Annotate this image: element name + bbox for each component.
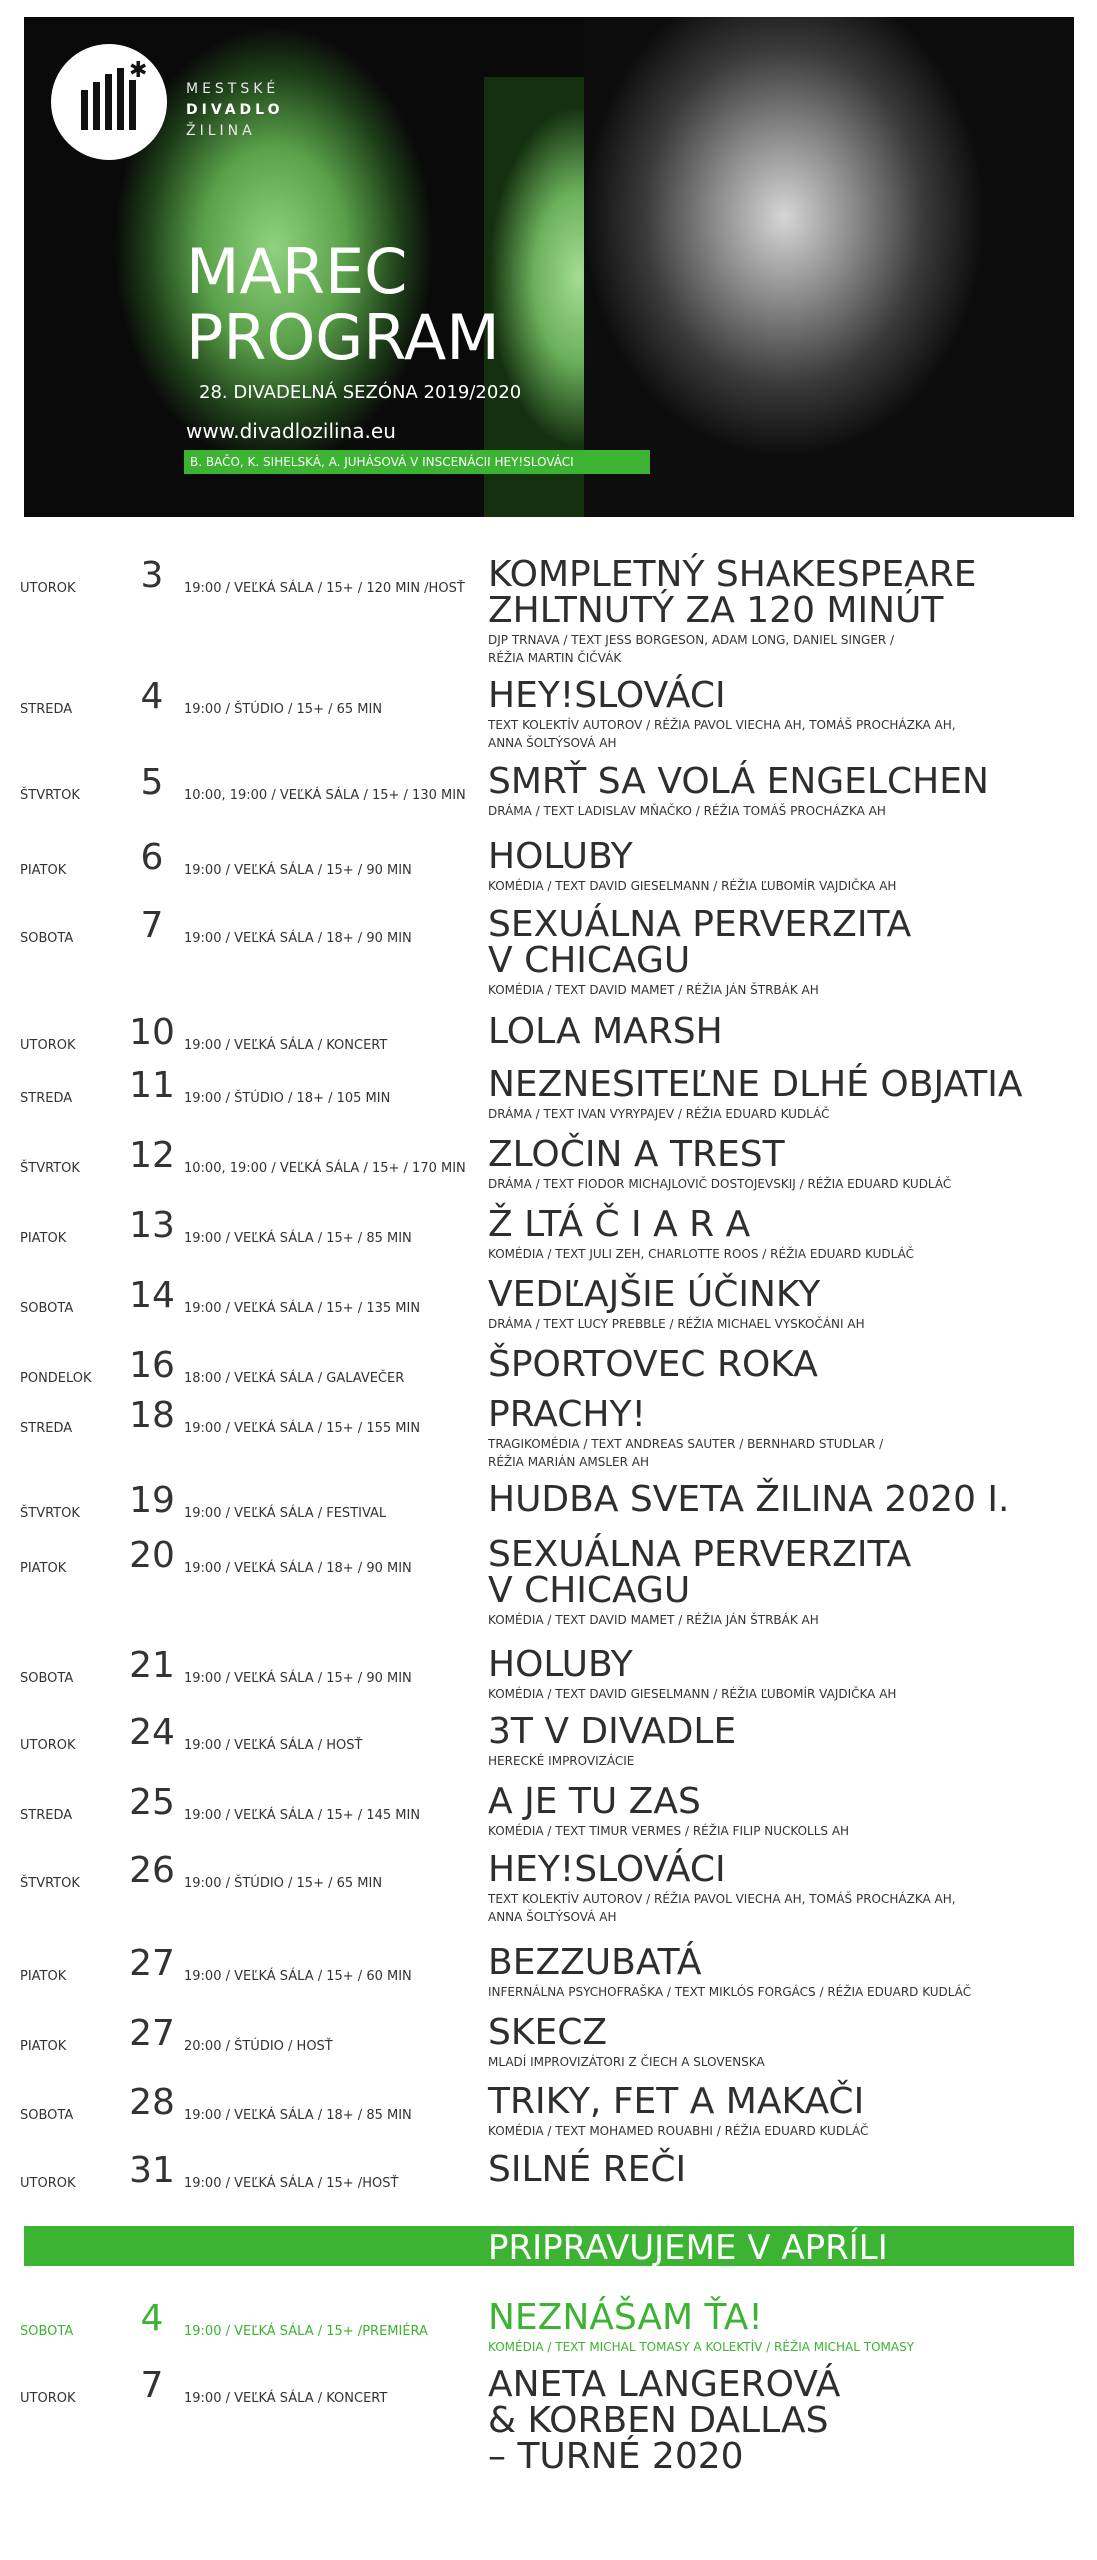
performance-title[interactable]: TRIKY, FET A MAKAČI [488,2081,865,2122]
date-number: 12 [129,1135,175,1176]
performance-info: 19:00 / VEĽKÁ SÁLA / 15+ / 145 MIN [184,1808,421,1823]
date-number: 6 [140,837,164,878]
performance-credits: KOMÉDIA / TEXT DAVID GIESELMANN / RÉŽIA ĽUBOMÍR VAJDIČKA AH [488,879,897,893]
performance-credits: DRÁMA / TEXT IVAN VYRYPAJEV / RÉŽIA EDUARD KUDLÁČ [488,1107,830,1121]
performance-info: 19:00 / VEĽKÁ SÁLA / 15+ / 60 MIN [184,1969,412,1984]
date-number: 11 [129,1065,175,1106]
performance-credits: TEXT KOLEKTÍV AUTOROV / RÉŽIA PAVOL VIECHA AH, TOMÁŠ PROCHÁZKA AH, [488,1892,956,1906]
performance-credits: DJP TRNAVA / TEXT JESS BORGESON, ADAM LONG, DANIEL SINGER / [488,633,895,647]
performance-title[interactable]: 3T V DIVADLE [488,1711,737,1752]
date-number: 16 [129,1345,175,1386]
weekday-label: STREDA [20,1421,73,1436]
performance-credits: ANNA ŠOLTÝSOVÁ AH [488,736,617,750]
performance-title[interactable]: V CHICAGU [488,1570,691,1611]
performance-credits: TEXT KOLEKTÍV AUTOROV / RÉŽIA PAVOL VIECHA AH, TOMÁŠ PROCHÁZKA AH, [488,718,956,732]
performance-info: 19:00 / VEĽKÁ SÁLA / 15+ / 90 MIN [184,863,412,878]
performance-info: 19:00 / VEĽKÁ SÁLA / 15+ /PREMIÉRA [184,2324,428,2339]
season-label: 28. DIVADELNÁ SEZÓNA 2019/2020 [199,382,522,403]
date-number: 25 [129,1782,175,1823]
performance-info: 10:00, 19:00 / VEĽKÁ SÁLA / 15+ / 170 MIN [184,1161,466,1176]
performance-credits: KOMÉDIA / TEXT MOHAMED ROUABHI / RÉŽIA EDUARD KUDLÁČ [488,2124,869,2138]
performance-title[interactable]: LOLA MARSH [488,1011,723,1052]
performance-title[interactable]: HOLUBY [488,1644,633,1685]
performance-credits: DRÁMA / TEXT LUCY PREBBLE / RÉŽIA MICHAEL VYSKOČÁNI AH [488,1317,865,1331]
theatre-logo [51,44,167,160]
date-number: 28 [129,2082,175,2123]
date-number: 10 [129,1012,175,1053]
weekday-label: UTOROK [20,2391,76,2406]
performance-title[interactable]: SMRŤ SA VOLÁ ENGELCHEN [488,761,989,802]
performance-credits: RÉŽIA MARTIN ČIČVÁK [488,651,622,665]
date-number: 21 [129,1645,175,1686]
date-number: 31 [129,2150,175,2191]
performance-credits: KOMÉDIA / TEXT DAVID GIESELMANN / RÉŽIA ĽUBOMÍR VAJDIČKA AH [488,1687,897,1701]
weekday-label: UTOROK [20,2176,76,2191]
asterisk-icon: ✱ [129,58,148,83]
performance-info: 19:00 / ŠTÚDIO / 15+ / 65 MIN [184,1876,383,1891]
performance-info: 10:00, 19:00 / VEĽKÁ SÁLA / 15+ / 130 MIN [184,788,466,803]
performance-title[interactable]: – TURNÉ 2020 [488,2436,744,2477]
weekday-label: UTOROK [20,581,76,596]
performance-credits: KOMÉDIA / TEXT TIMUR VERMES / RÉŽIA FILIP NUCKOLLS AH [488,1824,850,1838]
performance-info: 19:00 / VEĽKÁ SÁLA / HOSŤ [184,1738,363,1753]
performance-title[interactable]: A JE TU ZAS [488,1781,701,1822]
organization-name: MESTSKÉ DIVADLO ŽILINA [186,81,284,139]
date-number: 3 [140,555,164,596]
performance-title[interactable]: ZHLTNUTÝ ZA 120 MINÚT [488,590,944,631]
performance-title[interactable]: SEXUÁLNA PERVERZITA [488,1534,912,1575]
weekday-label: ŠTVRTOK [20,1876,80,1891]
weekday-label: UTOROK [20,1038,76,1053]
date-number: 14 [129,1275,175,1316]
weekday-label: SOBOTA [20,1671,74,1686]
performance-title[interactable]: NEZNESITEĽNE DLHÉ OBJATIA [488,1064,1023,1105]
performance-title[interactable]: ŠPORTOVEC ROKA [488,1344,818,1385]
performance-credits: ANNA ŠOLTÝSOVÁ AH [488,1910,617,1924]
performance-info: 19:00 / VEĽKÁ SÁLA / KONCERT [184,1038,388,1053]
performance-credits: DRÁMA / TEXT FIODOR MICHAJLOVIČ DOSTOJEVSKIJ / RÉŽIA EDUARD KUDLÁČ [488,1177,952,1191]
performance-credits: MLADÍ IMPROVIZÁTORI Z ČIECH A SLOVENSKA [488,2055,765,2069]
actor-photo-right [584,17,1074,517]
performance-info: 19:00 / ŠTÚDIO / 15+ / 65 MIN [184,702,383,717]
poster-header [24,17,1074,517]
date-number: 27 [129,2013,175,2054]
weekday-label: PONDELOK [20,1371,92,1386]
weekday-label: ŠTVRTOK [20,1506,80,1521]
performance-info: 19:00 / VEĽKÁ SÁLA / 15+ / 120 MIN /HOSŤ [184,581,465,596]
weekday-label: SOBOTA [20,2108,74,2123]
performance-info: 19:00 / ŠTÚDIO / 18+ / 105 MIN [184,1091,391,1106]
date-number: 19 [129,1480,175,1521]
performance-title[interactable]: ANETA LANGEROVÁ [488,2364,841,2405]
date-number: 27 [129,1943,175,1984]
weekday-label: SOBOTA [20,931,74,946]
performance-title[interactable]: NEZNÁŠAM ŤA! [488,2297,763,2338]
performance-credits: KOMÉDIA / TEXT DAVID MAMET / RÉŽIA JÁN ŠTRBÁK AH [488,1613,819,1627]
performance-credits: KOMÉDIA / TEXT JULI ZEH, CHARLOTTE ROOS / RÉŽIA EDUARD KUDLÁČ [488,1247,914,1261]
poster-title: MAREC PROGRAM [186,235,500,374]
performance-title[interactable]: HOLUBY [488,836,633,877]
performance-info: 19:00 / VEĽKÁ SÁLA / 18+ / 90 MIN [184,1561,412,1576]
date-number: 18 [129,1395,175,1436]
performance-title[interactable]: HEY!SLOVÁCI [488,1849,726,1890]
performance-title[interactable]: BEZZUBATÁ [488,1942,702,1983]
performance-title[interactable]: V CHICAGU [488,940,691,981]
performance-info: 19:00 / VEĽKÁ SÁLA / 18+ / 90 MIN [184,931,412,946]
performance-credits: HERECKÉ IMPROVIZÁCIE [488,1754,635,1768]
performance-title[interactable]: SEXUÁLNA PERVERZITA [488,904,912,945]
date-number: 5 [140,762,164,803]
website-link[interactable]: www.divadlozilina.eu [186,419,396,443]
performance-info: 18:00 / VEĽKÁ SÁLA / GALAVEČER [184,1371,405,1386]
weekday-label: PIATOK [20,1969,67,1984]
performance-title[interactable]: Ž LTÁ Č I A R A [488,1204,751,1245]
weekday-label: PIATOK [20,1231,67,1246]
performance-info: 19:00 / VEĽKÁ SÁLA / FESTIVAL [184,1506,387,1521]
weekday-label: ŠTVRTOK [20,788,80,803]
date-number: 13 [129,1205,175,1246]
performance-info: 19:00 / VEĽKÁ SÁLA / 15+ / 155 MIN [184,1421,421,1436]
performance-title[interactable]: VEDĽAJŠIE ÚČINKY [488,1274,821,1315]
performance-info: 19:00 / VEĽKÁ SÁLA / 15+ / 135 MIN [184,1301,421,1316]
date-number: 4 [140,676,164,717]
performance-info: 19:00 / VEĽKÁ SÁLA / 18+ / 85 MIN [184,2108,412,2123]
performance-title[interactable]: ZLOČIN A TREST [488,1134,785,1175]
date-number: 26 [129,1850,175,1891]
weekday-label: SOBOTA [20,1301,74,1316]
performance-info: 19:00 / VEĽKÁ SÁLA / 15+ /HOSŤ [184,2176,399,2191]
performance-title[interactable]: PRACHY! [488,1394,646,1435]
performance-title[interactable]: SILNÉ REČI [488,2149,687,2190]
april-heading: PRIPRAVUJEME V APRÍLI [488,2228,888,2268]
performance-credits: KOMÉDIA / TEXT MICHAL TOMASY A KOLEKTÍV / RÉŽIA MICHAL TOMASY [488,2340,915,2354]
date-number: 7 [140,2365,164,2406]
weekday-label: STREDA [20,1091,73,1106]
performance-credits: TRAGIKOMÉDIA / TEXT ANDREAS SAUTER / BERNHARD STUDLAR / [488,1437,884,1451]
weekday-label: ŠTVRTOK [20,1161,80,1176]
weekday-label: STREDA [20,702,73,717]
date-number: 24 [129,1712,175,1753]
weekday-label: UTOROK [20,1738,76,1753]
photo-caption: B. BAČO, K. SIHELSKÁ, A. JUHÁSOVÁ V INSCENÁCII HEY!SLOVÁCI [184,450,650,474]
performance-title[interactable]: & KORBEN DALLAS [488,2400,829,2441]
weekday-label: PIATOK [20,2039,67,2054]
performance-info: 20:00 / ŠTÚDIO / HOSŤ [184,2039,333,2054]
performance-info: 19:00 / VEĽKÁ SÁLA / KONCERT [184,2391,388,2406]
performance-title[interactable]: HEY!SLOVÁCI [488,675,726,716]
performance-credits: RÉŽIA MARIÁN AMSLER AH [488,1455,649,1469]
performance-info: 19:00 / VEĽKÁ SÁLA / 15+ / 85 MIN [184,1231,412,1246]
performance-title[interactable]: SKECZ [488,2012,608,2053]
date-number: 4 [140,2298,164,2339]
performance-info: 19:00 / VEĽKÁ SÁLA / 15+ / 90 MIN [184,1671,412,1686]
date-number: 7 [140,905,164,946]
weekday-label: PIATOK [20,863,67,878]
date-number: 20 [129,1535,175,1576]
performance-credits: KOMÉDIA / TEXT DAVID MAMET / RÉŽIA JÁN ŠTRBÁK AH [488,983,819,997]
performance-credits: INFERNÁLNA PSYCHOFRAŠKA / TEXT MIKLÓS FORGÁCS / RÉŽIA EDUARD KUDLÁČ [488,1985,972,1999]
weekday-label: SOBOTA [20,2324,74,2339]
weekday-label: PIATOK [20,1561,67,1576]
performance-title[interactable]: HUDBA SVETA ŽILINA 2020 I. [488,1479,1010,1520]
weekday-label: STREDA [20,1808,73,1823]
performance-title[interactable]: KOMPLETNÝ SHAKESPEARE [488,554,977,595]
april-heading-bar [24,2226,1074,2266]
performance-credits: DRÁMA / TEXT LADISLAV MŇAČKO / RÉŽIA TOMÁŠ PROCHÁZKA AH [488,804,886,818]
